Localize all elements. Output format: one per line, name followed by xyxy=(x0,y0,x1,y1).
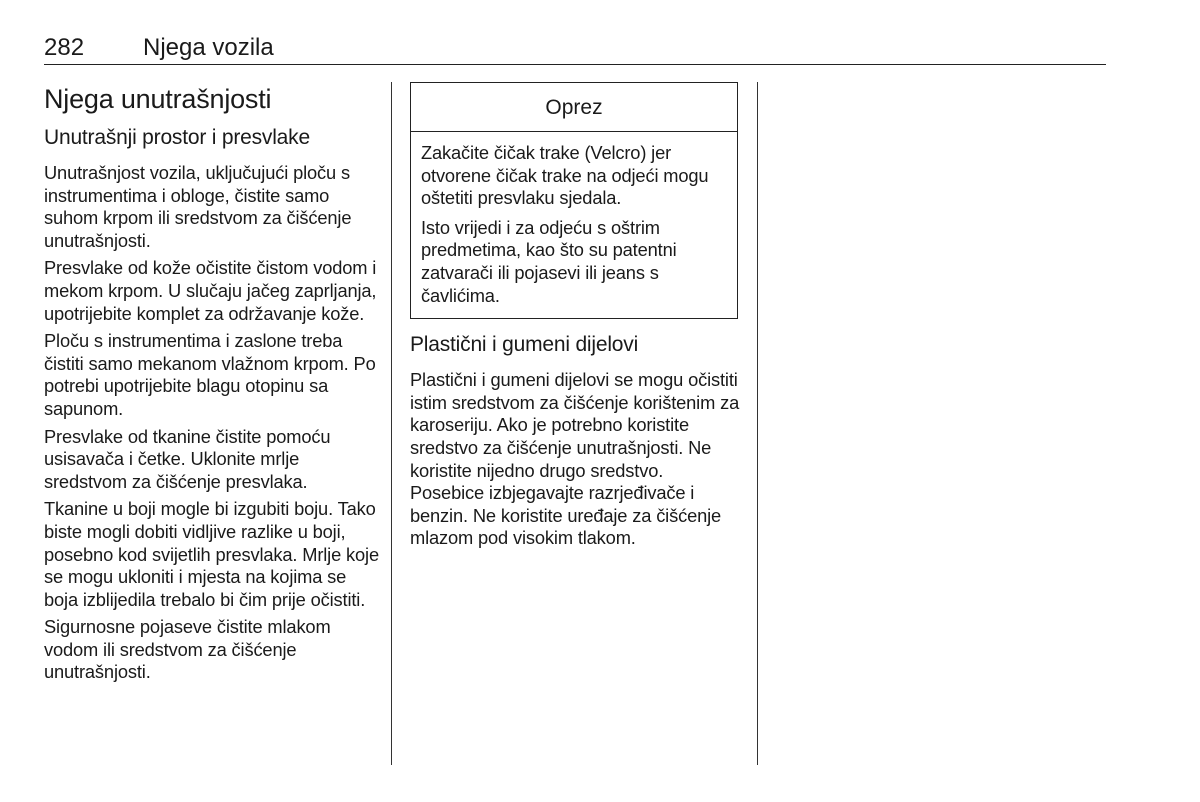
column-divider-right xyxy=(757,82,758,765)
caution-title: Oprez xyxy=(411,83,737,132)
section-subtitle: Unutrašnji prostor i presvlake xyxy=(44,126,310,149)
caution-box xyxy=(410,82,738,319)
caution-paragraph: Isto vrijedi i za odjeću s oštrim predmetima, kao što su patentni zatvarači ili pojasevi ili jeans s čavlićima. xyxy=(421,216,677,306)
paragraph: Sigurnosne pojaseve čistite mlakom vodom ili sredstvom za čišćenje unutrašnjosti. xyxy=(44,616,331,683)
chapter-title: Njega vozila xyxy=(143,34,274,61)
paragraph: Presvlake od kože očistite čistom vodom i mekom krpom. U slučaju jačeg zaprljanja, upotrijebite komplet za održavanje kože. xyxy=(44,257,377,324)
section-subtitle: Plastični i gumeni dijelovi xyxy=(410,333,639,357)
caution-paragraph: Zakačite čičak trake (Velcro) jer otvorene čičak trake na odjeći mogu oštetiti presvlaku sjedala. xyxy=(421,142,709,209)
paragraph: Ploču s instrumentima i zaslone treba čistiti samo mekanom vlažnom krpom. Po potrebi upotrijebite blagu otopinu sa sapunom. xyxy=(44,330,376,419)
section-title: Njega unutrašnjosti xyxy=(44,84,272,114)
page-number: 282 xyxy=(44,34,85,61)
page-header xyxy=(44,34,1106,65)
column-divider-left xyxy=(391,82,392,765)
paragraph: Plastični i gumeni dijelovi se mogu očistiti istim sredstvom za čišćenje korištenim za karoseriju. Ako je potrebno koristite sredstvo za čišćenje unutrašnjosti. Ne koristite nijedno drugo sredstvo. Posebice izbjegavajte razrjeđivače i benzin. Ne koristite uređaje za čišćenje mlazom pod visokim tlakom. xyxy=(410,369,740,549)
paragraph: Presvlake od tkanine čistite pomoću usisavača i četke. Uklonite mrlje sredstvom za čišćenje presvlaka. xyxy=(44,425,331,492)
paragraph: Unutrašnjost vozila, uključujući ploču s instrumentima i obloge, čistite samo suhom krpom ili sredstvom za čišćenje unutrašnjosti. xyxy=(44,162,352,251)
caution-body xyxy=(411,132,737,318)
paragraph: Tkanine u boji mogle bi izgubiti boju. Tako biste mogli dobiti vidljive razlike u boji, posebno kod svijetlih presvlaka. Mrlje koje se mogu ukloniti i mjesta na kojima se boja izblijedila trebalo bi čim prije očistiti. xyxy=(44,498,379,610)
left-column xyxy=(44,82,379,689)
middle-column xyxy=(410,82,740,555)
